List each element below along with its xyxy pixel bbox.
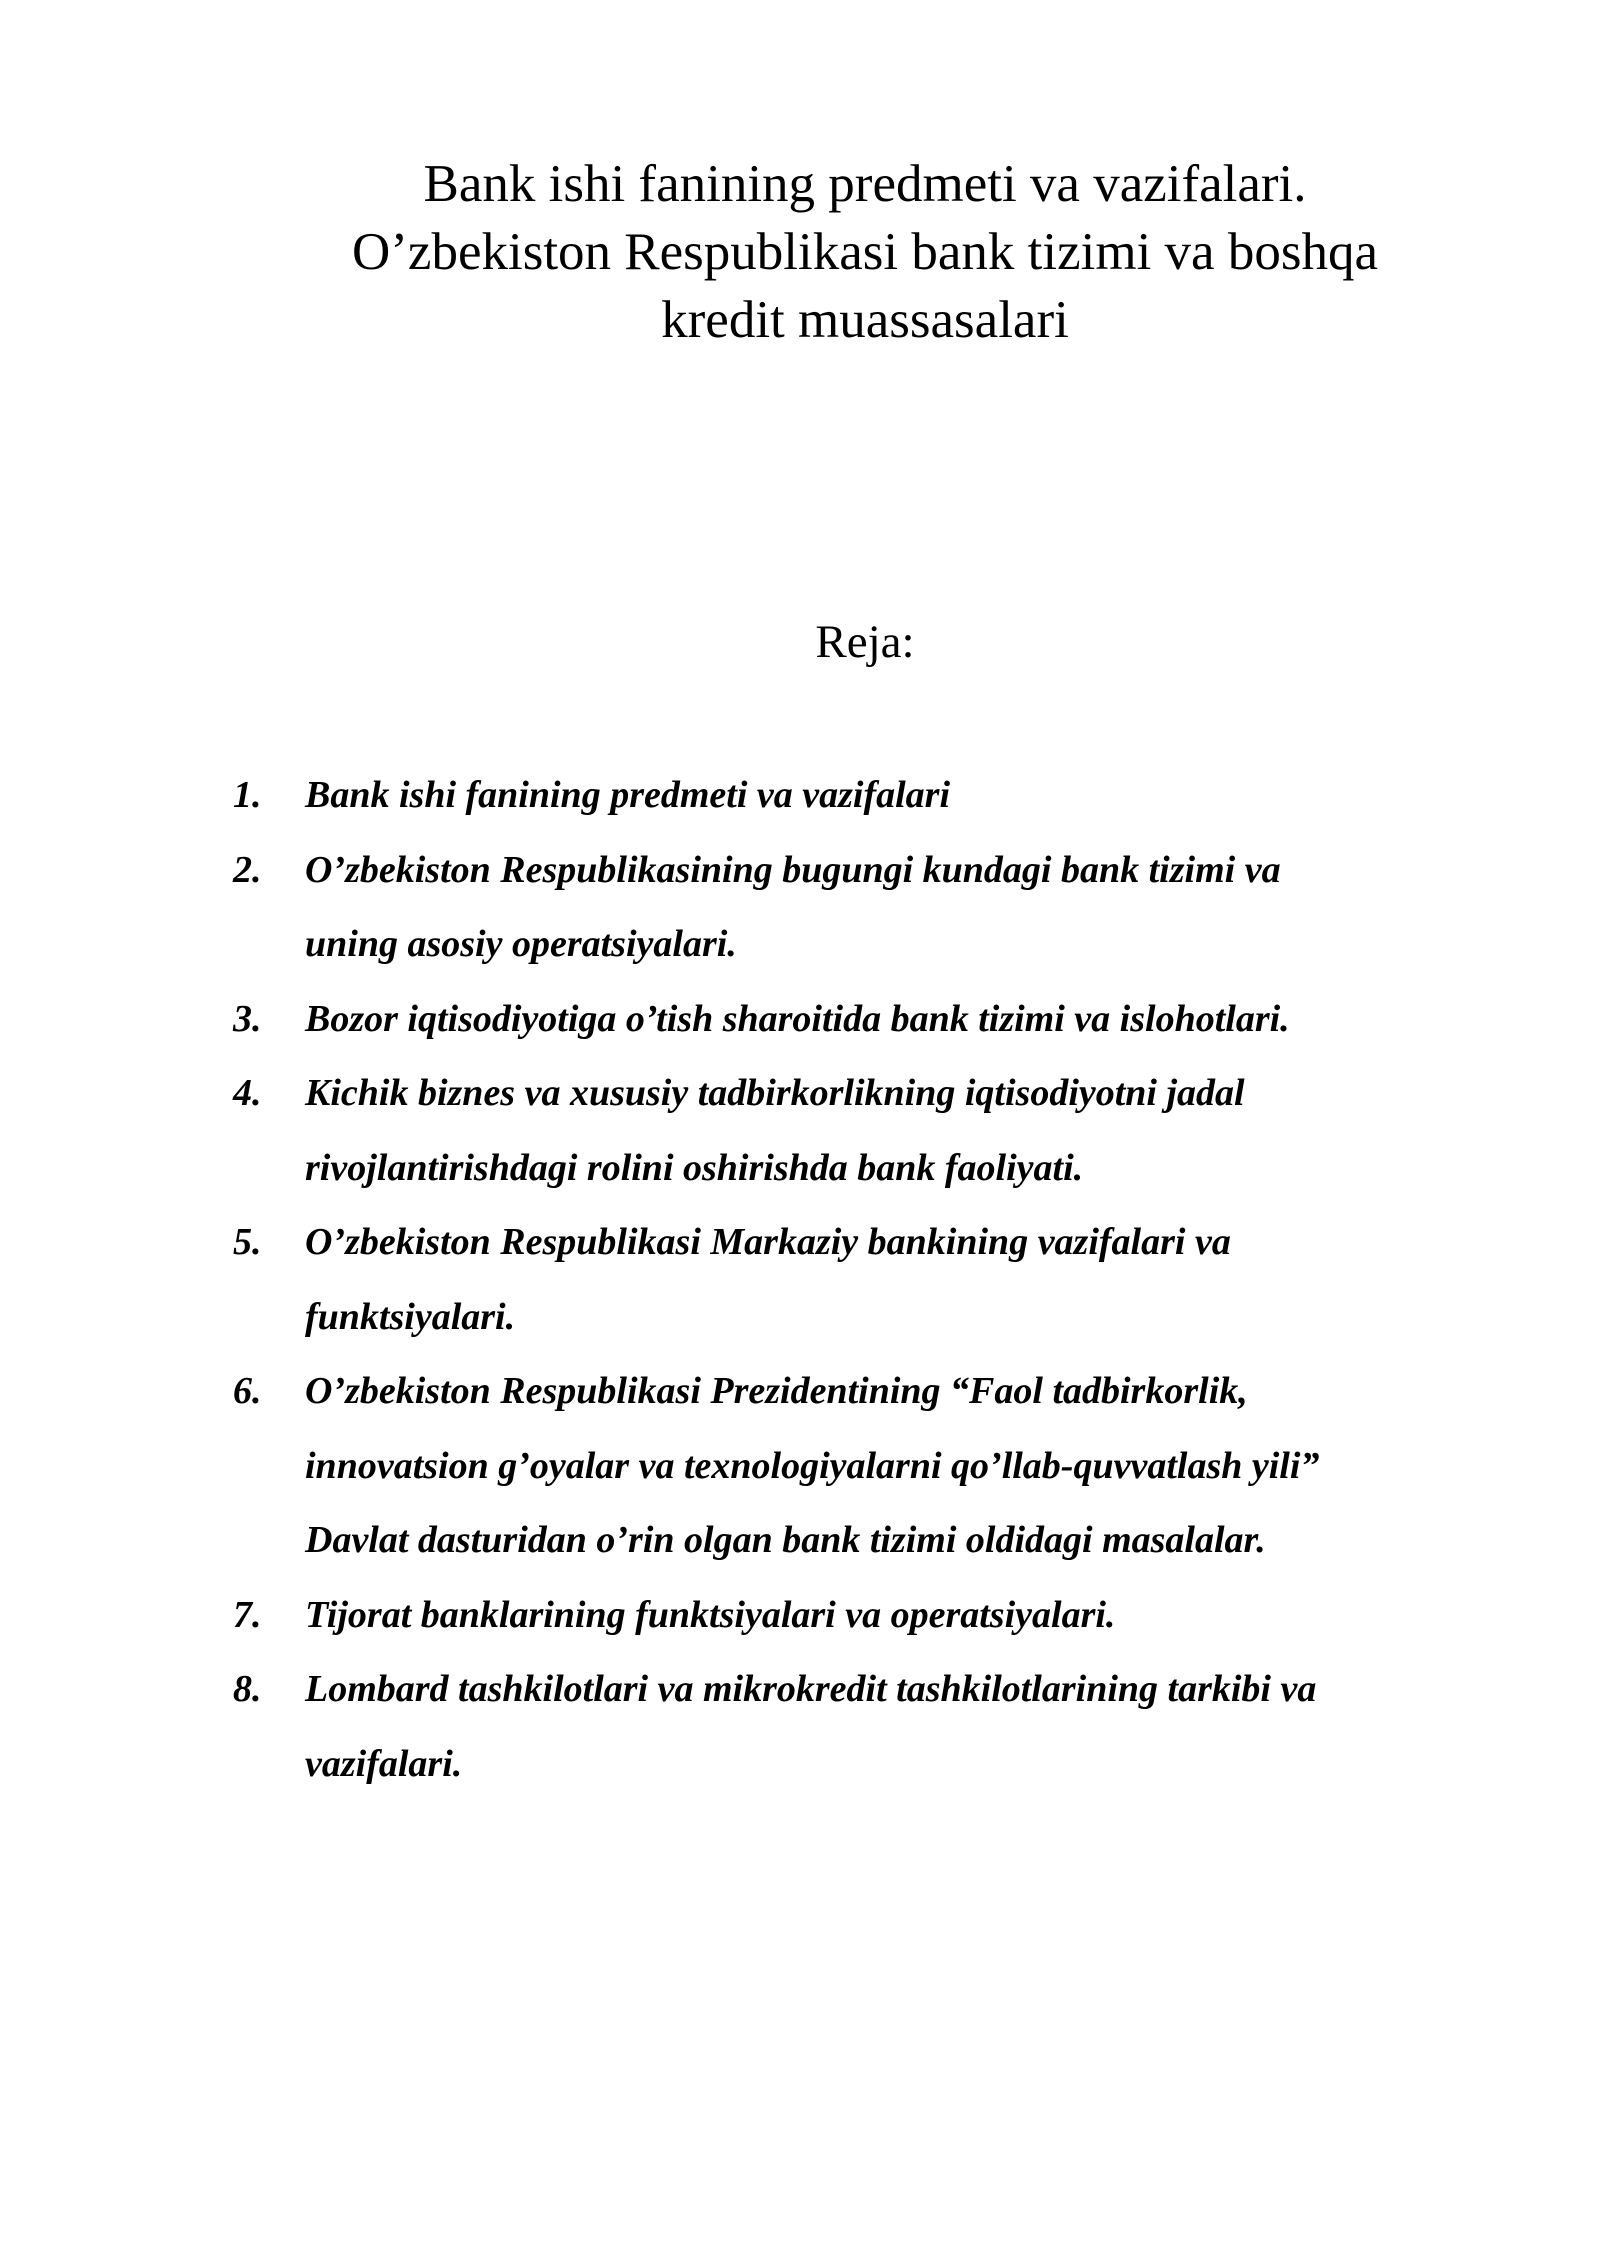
- plan-item-text: Lombard tashkilotlari va mikrokredit tashkilotlarining tarkibi va: [305, 1668, 1317, 1710]
- plan-item-text: O’zbekiston Respublikasi Markaziy bankining vazifalari va: [305, 1221, 1231, 1263]
- plan-item-number: 4.: [233, 1072, 262, 1114]
- plan-item-1: [233, 758, 1533, 833]
- plan-item-number: 8.: [233, 1668, 262, 1710]
- plan-item-number: 6.: [233, 1370, 262, 1412]
- plan-item-number: 3.: [233, 997, 262, 1040]
- plan-item-text: Tijorat banklarining funktsiyalari va operatsiyalari.: [305, 1593, 1116, 1636]
- plan-item-5: [233, 1205, 1533, 1354]
- plan-heading: Reja:: [815, 616, 915, 668]
- plan-list: [233, 758, 1533, 1801]
- title-line: kredit muassasalari: [661, 291, 1069, 349]
- plan-item-4: [233, 1056, 1533, 1205]
- plan-item-number: 7.: [233, 1593, 262, 1636]
- plan-item-text: Kichik biznes va xususiy tadbirkorlikning iqtisodiyotni jadal: [305, 1072, 1245, 1114]
- plan-item-text: vazifalari.: [305, 1742, 463, 1785]
- plan-item-2: [233, 833, 1533, 982]
- plan-item-text: O’zbekiston Respublikasining bugungi kundagi bank tizimi va: [305, 848, 1281, 891]
- plan-item-text: uning asosiy operatsiyalari.: [305, 923, 737, 965]
- plan-item-text: Bank ishi fanining predmeti va vazifalari: [305, 774, 951, 816]
- plan-item-8: [233, 1652, 1533, 1801]
- title-line: Bank ishi fanining predmeti va vazifalari.: [423, 155, 1307, 213]
- plan-item-number: 1.: [233, 774, 262, 816]
- plan-item-text: Davlat dasturidan o’rin olgan bank tizimi oldidagi masalalar.: [305, 1519, 1266, 1561]
- plan-item-text: Bozor iqtisodiyotiga o’tish sharoitida bank tizimi va islohotlari.: [305, 997, 1290, 1040]
- title-line: O’zbekiston Respublikasi bank tizimi va boshqa: [352, 223, 1378, 281]
- plan-item-6: [233, 1354, 1533, 1578]
- plan-item-number: 2.: [233, 848, 262, 891]
- plan-item-text: O’zbekiston Respublikasi Prezidentining “Faol tadbirkorlik,: [305, 1370, 1248, 1412]
- plan-item-number: 5.: [233, 1221, 262, 1263]
- plan-item-3: [233, 982, 1533, 1057]
- document-title: [200, 150, 1530, 354]
- plan-item-text: funktsiyalari.: [305, 1295, 516, 1338]
- plan-item-text: rivojlantirishdagi rolini oshirishda bank faoliyati.: [305, 1146, 1084, 1189]
- plan-item-7: [233, 1578, 1533, 1653]
- plan-item-text: innovatsion g’oyalar va texnologiyalarni qo’llab-quvvatlash yili”: [305, 1444, 1320, 1487]
